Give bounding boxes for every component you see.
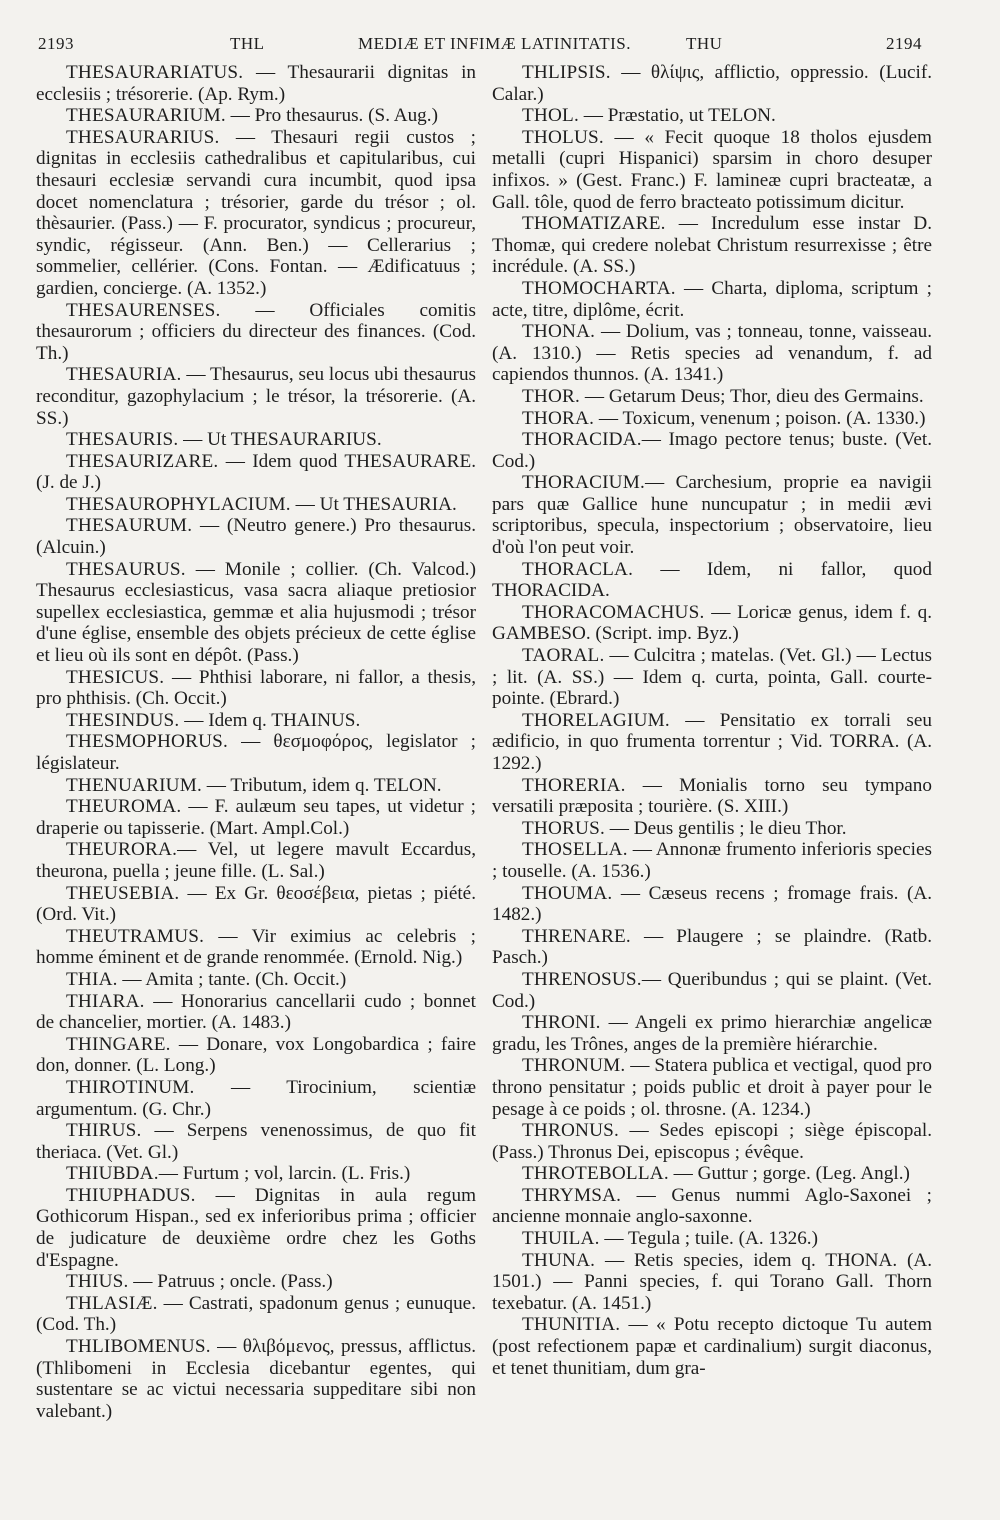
entry-headword: THRENOSUS. — [522, 968, 642, 990]
entry-definition: — Guttur ; gorge. (Leg. Angl.) — [668, 1163, 910, 1185]
dictionary-entry — [36, 796, 476, 839]
entry-headword: THLIPSIS. — [522, 62, 611, 83]
dictionary-entry — [36, 969, 476, 991]
entry-headword: THESAURUM. — [66, 515, 193, 537]
entry-definition: — Carchesium, proprie ea navigii pars quæ Gallice hune nuncupatur ; in medii ævi scriptoribus, specula, inspectorium ; observatoire, lieu d'où l'on peut voir. — [492, 472, 932, 559]
dictionary-entry — [36, 731, 476, 774]
dictionary-entry — [36, 1336, 476, 1422]
right-column — [492, 62, 932, 1462]
entry-definition: — Cæseus recens ; fromage frais. (A. 1482.) — [492, 882, 932, 926]
entry-headword: THRYMSA. — [522, 1184, 622, 1206]
entry-headword: THESAURARIUS. — [66, 126, 220, 148]
entry-headword: THEURORA. — [66, 839, 178, 861]
dictionary-entry — [492, 105, 932, 127]
entry-headword: THIA. — [66, 968, 118, 990]
entry-definition: — θλιβόμενος, pressus, afflictus. (Thlibomeni in Ecclesia dicebantur egentes, qui sustentare se ac victui necessaria suppeditare sibi non valebant.) — [36, 1336, 476, 1422]
dictionary-entry — [492, 408, 932, 430]
entry-headword: THESAURIA. — [66, 364, 182, 386]
entry-definition: — (Neutro genere.) Pro thesaurus. (Alcuin.) — [36, 515, 476, 559]
dictionary-entry — [36, 127, 476, 300]
entry-definition: — Præstatio, ut TELON. — [578, 105, 776, 127]
entry-headword: THESMOPHORUS. — [66, 731, 228, 753]
entry-headword: THESINDUS. — [66, 709, 180, 731]
entry-headword: THORACIDA. — [522, 429, 642, 451]
entry-definition: — Deus gentilis ; le dieu Thor. — [604, 817, 847, 839]
dictionary-entry — [492, 1314, 932, 1379]
entry-definition: — Furtum ; vol, larcin. (L. Fris.) — [158, 1163, 411, 1185]
entry-definition: — Annonæ frumento inferioris species ; touselle. (A. 1536.) — [492, 839, 932, 882]
dictionary-entry — [492, 386, 932, 408]
entry-headword: THORA. — [522, 407, 595, 429]
entry-headword: TAORAL. — [522, 645, 605, 667]
entry-headword: THEUROMA. — [66, 796, 182, 818]
entry-headword: THUNITIA. — [522, 1314, 621, 1336]
dictionary-entry — [36, 926, 476, 969]
entry-definition: — Ex Gr. θεοσέβεια, pietas ; piété. (Ord. Vit.) — [36, 882, 476, 926]
entry-headword: THESAURIZARE. — [66, 450, 219, 472]
dictionary-entry — [492, 1055, 932, 1120]
entry-headword: THORERIA. — [522, 774, 626, 796]
entry-headword: THOLUS. — [522, 126, 604, 148]
entry-definition: — Retis species, idem q. THONA. (A. 1501.) — Panni species, f. qui Torano Gall. Thorn texebatur. (A. 1451.) — [492, 1249, 932, 1314]
entry-definition: — F. aulæum seu tapes, ut videtur ; draperie ou tapisserie. (Mart. Ampl.Col.) — [36, 796, 476, 839]
entry-headword: THONA. — [522, 321, 596, 343]
entry-definition: — Amita ; tante. (Ch. Occit.) — [117, 968, 347, 990]
dictionary-entry — [492, 1185, 932, 1228]
dictionary-entry — [36, 1120, 476, 1163]
dictionary-entry — [492, 775, 932, 818]
entry-headword: THESAURARIUM. — [66, 105, 226, 127]
entry-definition: — Angeli ex primo hierarchiæ angelicæ gradu, les Trônes, anges de la première hiérarchie. — [492, 1012, 932, 1055]
page-header — [38, 30, 922, 60]
entry-definition: — Charta, diploma, scriptum ; acte, titre, diplôme, écrit. — [492, 277, 932, 321]
dictionary-entry — [492, 926, 932, 969]
dictionary-entry — [492, 429, 932, 472]
dictionary-entry — [36, 991, 476, 1034]
dictionary-entry — [492, 710, 932, 775]
dictionary-entry — [492, 602, 932, 645]
entry-headword: THESAUROPHYLACIUM. — [66, 493, 291, 515]
entry-definition: — Statera publica et vectigal, quod pro throno pensitatur ; poids public et droit à payer pour le pesage à ce poids ; ol. throsne. (A. 1234.) — [492, 1055, 932, 1120]
entry-definition: — Pensitatio ex torrali seu ædificio, in quo frumenta torrentur ; Vid. TORRA. (A. 1292.) — [492, 709, 932, 774]
entry-definition: — Ut THESAURIA. — [290, 493, 457, 515]
entry-headword: THRENARE. — [522, 925, 631, 947]
entry-definition: — Thesaurus, seu locus ubi thesaurus reconditur, gazophylacium ; le trésor, la trésorerie. (A. SS.) — [36, 364, 476, 429]
entry-definition: — Pro thesaurus. (S. Aug.) — [225, 105, 438, 127]
entry-headword: THROTEBOLLA. — [522, 1163, 669, 1185]
entry-headword: THORELAGIUM. — [522, 709, 670, 731]
dictionary-entry — [36, 1271, 476, 1293]
entry-definition: — Honorarius cancellarii cudo ; bonnet de chancelier, mortier. (A. 1483.) — [36, 990, 476, 1034]
entry-headword: THEUTRAMUS. — [66, 925, 205, 947]
entry-headword: THIUBDA. — [66, 1163, 159, 1185]
running-head-right: THU — [686, 34, 723, 53]
entry-headword: THIROTINUM. — [66, 1076, 195, 1098]
entry-definition: — Vel, ut legere mavult Eccardus, theurona, puella ; jeune fille. (L. Sal.) — [36, 839, 476, 882]
entry-headword: THLASIÆ. — [66, 1292, 158, 1314]
entry-headword: THIRUS. — [66, 1120, 142, 1142]
running-head-title: MEDIÆ ET INFIMÆ LATINITATIS. — [358, 34, 631, 53]
dictionary-entry — [36, 1185, 476, 1271]
entry-headword: THESAURARIATUS. — [66, 62, 244, 83]
entry-definition: — Toxicum, venenum ; poison. (A. 1330.) — [594, 407, 926, 429]
entry-definition: — Monialis torno seu tympano versatili præposita ; tourière. (S. XIII.) — [492, 774, 932, 818]
dictionary-entry — [492, 839, 932, 882]
entry-definition: — Ut THESAURARIUS. — [178, 429, 382, 451]
dictionary-entry — [36, 429, 476, 451]
dictionary-entry — [492, 645, 932, 710]
entry-definition: — Loricæ genus, idem f. q. GAMBESO. (Script. imp. Byz.) — [492, 601, 932, 645]
dictionary-entry — [492, 969, 932, 1012]
entry-definition: — Thesauri regii custos ; dignitas in ecclesiis cathedralibus et capitularibus, cui thesauri ecclesiæ servandi cura incumbit, quod ipsa docet nomenclatura ; trésorier, garde du trésor ; ol. thèsaurier. (Pass.) — F. procurator, syndicus ; procureur, syndic, régisseur. (Ann. Ben.) — Cellerarius ; sommelier, cellérier. (Cons. Fontan. — Ædificatuus ; gardien, concierge. (A. 1352.) — [36, 126, 476, 299]
entry-definition: — Genus nummi Aglo-Saxonei ; ancienne monnaie anglo-saxonne. — [492, 1184, 932, 1228]
running-head-left: THL — [230, 34, 265, 53]
entry-headword: THOR. — [522, 385, 581, 407]
entry-headword: THIARA. — [66, 990, 145, 1012]
dictionary-entry — [492, 1228, 932, 1250]
entry-definition: — Serpens venenossimus, de quo fit theriaca. (Vet. Gl.) — [36, 1120, 476, 1163]
dictionary-entry — [492, 127, 932, 213]
entry-definition: — Patruus ; oncle. (Pass.) — [128, 1271, 333, 1293]
dictionary-entry — [36, 1293, 476, 1336]
entry-headword: THOSELLA. — [522, 839, 628, 861]
entry-headword: THINGARE. — [66, 1033, 171, 1055]
entry-definition: — Queribundus ; qui se plaint. (Vet. Cod.) — [492, 968, 932, 1012]
dictionary-entry — [492, 1012, 932, 1055]
entry-definition: — Culcitra ; matelas. (Vet. Gl.) — Lectus ; lit. (A. SS.) — Idem q. curta, pointa, Gall. courte-pointe. (Ebrard.) — [492, 645, 932, 710]
entry-definition: — Incredulum esse instar D. Thomæ, qui credere nolebat Christum resurrexisse ; être incrédule. (A. SS.) — [492, 213, 932, 278]
entry-headword: THOUMA. — [522, 882, 613, 904]
entry-definition: — Castrati, spadonum genus ; eunuque. (Cod. Th.) — [36, 1292, 476, 1336]
entry-definition: — Idem q. THAINUS. — [179, 709, 361, 731]
dictionary-entry — [36, 300, 476, 365]
dictionary-entry — [492, 472, 932, 558]
entry-definition: — Dolium, vas ; tonneau, tonne, vaisseau. (A. 1310.) — Retis species ad venandum, f. ad capiendos thunnos. (A. 1341.) — [492, 321, 932, 386]
entry-headword: THESAURUS. — [66, 558, 186, 580]
dictionary-entry — [492, 559, 932, 602]
dictionary-entry — [492, 321, 932, 386]
dictionary-entry — [36, 62, 476, 105]
dictionary-entry — [36, 775, 476, 797]
dictionary-entry — [36, 883, 476, 926]
entry-headword: THLIBOMENUS. — [66, 1336, 211, 1358]
entry-headword: THOL. — [522, 105, 579, 127]
entry-definition: — Imago pectore tenus; buste. (Vet. Cod.) — [492, 429, 932, 472]
entry-headword: THIUS. — [66, 1271, 129, 1293]
dictionary-entry — [492, 278, 932, 321]
dictionary-entry — [36, 710, 476, 732]
entry-definition: — Getarum Deus; Thor, dieu des Germains. — [580, 385, 924, 407]
dictionary-entry — [36, 364, 476, 429]
dictionary-entry — [492, 1163, 932, 1185]
dictionary-entry — [36, 515, 476, 558]
dictionary-entry — [36, 451, 476, 494]
entry-definition: — Phthisi laborare, ni fallor, a thesis, pro phthisis. (Ch. Occit.) — [36, 666, 476, 710]
entry-definition: — « Fecit quoque 18 tholos ejusdem metalli (cupri Hispanici) sparsim in choro desuper infixos. » (Gest. Franc.) F. lamineæ cupri bracteatæ, a Gall. tôle, quod de ferro bracteato potissimum dicitur. — [492, 126, 932, 213]
entry-definition: — Donare, vox Longobardica ; faire don, donner. (L. Long.) — [36, 1033, 476, 1077]
entry-headword: THRONUM. — [522, 1055, 626, 1077]
dictionary-entry — [492, 883, 932, 926]
entry-headword: THORACIUM. — [522, 472, 645, 494]
entry-definition: — Plaugere ; se plaindre. (Ratb. Pasch.) — [492, 925, 932, 969]
dictionary-entry — [36, 494, 476, 516]
entry-headword: THOMOCHARTA. — [522, 277, 676, 299]
entry-definition: — θεσμοφόρος, legislator ; législateur. — [36, 731, 476, 774]
entry-definition: — Tirocinium, scientiæ argumentum. (G. Chr.) — [36, 1076, 476, 1120]
dictionary-entry — [492, 818, 932, 840]
dictionary-entry — [492, 213, 932, 278]
dictionary-entry — [492, 1120, 932, 1163]
entry-definition: — Officiales comitis thesaurorum ; officiers du directeur des finances. (Cod. Th.) — [36, 299, 476, 364]
dictionary-entry — [492, 62, 932, 105]
entry-headword: THEUSEBIA. — [66, 882, 180, 904]
entry-headword: THESAURIS. — [66, 429, 179, 451]
entry-definition: — Tegula ; tuile. (A. 1326.) — [599, 1228, 818, 1250]
left-column — [36, 62, 476, 1462]
entry-definition: — Dignitas in aula regum Gothicorum Hispan., sed ex inferioribus prima ; officier de judicature de deuxième ordre chez les Goths d'Espagne. — [36, 1184, 476, 1271]
entry-headword: THORACOMACHUS. — [522, 601, 705, 623]
entry-headword: THORUS. — [522, 817, 605, 839]
dictionary-entry — [36, 1034, 476, 1077]
dictionary-entry — [36, 105, 476, 127]
entry-definition: — Vir eximius ac celebris ; homme éminent et de grande renommée. (Ernold. Nig.) — [36, 925, 476, 969]
dictionary-entry — [36, 1163, 476, 1185]
entry-headword: THUILA. — [522, 1228, 600, 1250]
entry-headword: THORACLA. — [522, 558, 634, 580]
entry-definition: — « Potu recepto dictoque Tu autem (post refectionem papæ et cardinalium) surgit diaconus, et tenet thunitiam, dum gra- — [492, 1314, 932, 1379]
entry-headword: THIUPHADUS. — [66, 1184, 196, 1206]
entry-headword: THENUARIUM. — [66, 774, 202, 796]
entry-definition: — Monile ; collier. (Ch. Valcod.) Thesaurus ecclesiasticus, vasa sacra aliaque pretiosior supellex ecclesiastica, gemmæ et alia hujusmodi ; trésor d'une église, ensemble des objets précieux de cette église et lieu où ils sont en dépôt. (Pass.) — [36, 558, 476, 667]
dictionary-entry — [36, 559, 476, 667]
entry-headword: THESAURENSES. — [66, 299, 221, 321]
entry-definition: — Idem quod THESAURARE. (J. de J.) — [36, 450, 476, 494]
entry-definition: — Sedes episcopi ; siège épiscopal. (Pass.) Thronus Dei, episcopus ; évêque. — [492, 1120, 932, 1163]
entry-headword: THRONUS. — [522, 1120, 620, 1142]
dictionary-entry — [36, 667, 476, 710]
entry-definition: — Tributum, idem q. TELON. — [201, 774, 442, 796]
entry-headword: THUNA. — [522, 1249, 596, 1271]
entry-definition: — Thesaurarii dignitas in ecclesiis ; trésorerie. (Ap. Rym.) — [36, 62, 476, 105]
page-number-left: 2193 — [38, 34, 74, 53]
dictionary-entry — [36, 839, 476, 882]
entry-definition: — θλίψις, afflictio, oppressio. (Lucif. Calar.) — [492, 62, 932, 105]
entry-headword: THOMATIZARE. — [522, 213, 666, 235]
entry-headword: THRONI. — [522, 1012, 601, 1034]
dictionary-entry — [492, 1250, 932, 1315]
dictionary-entry — [36, 1077, 476, 1120]
entry-headword: THESICUS. — [66, 666, 165, 688]
entry-definition: — Idem, ni fallor, quod THORACIDA. — [492, 558, 932, 602]
page-number-right: 2194 — [886, 34, 922, 53]
